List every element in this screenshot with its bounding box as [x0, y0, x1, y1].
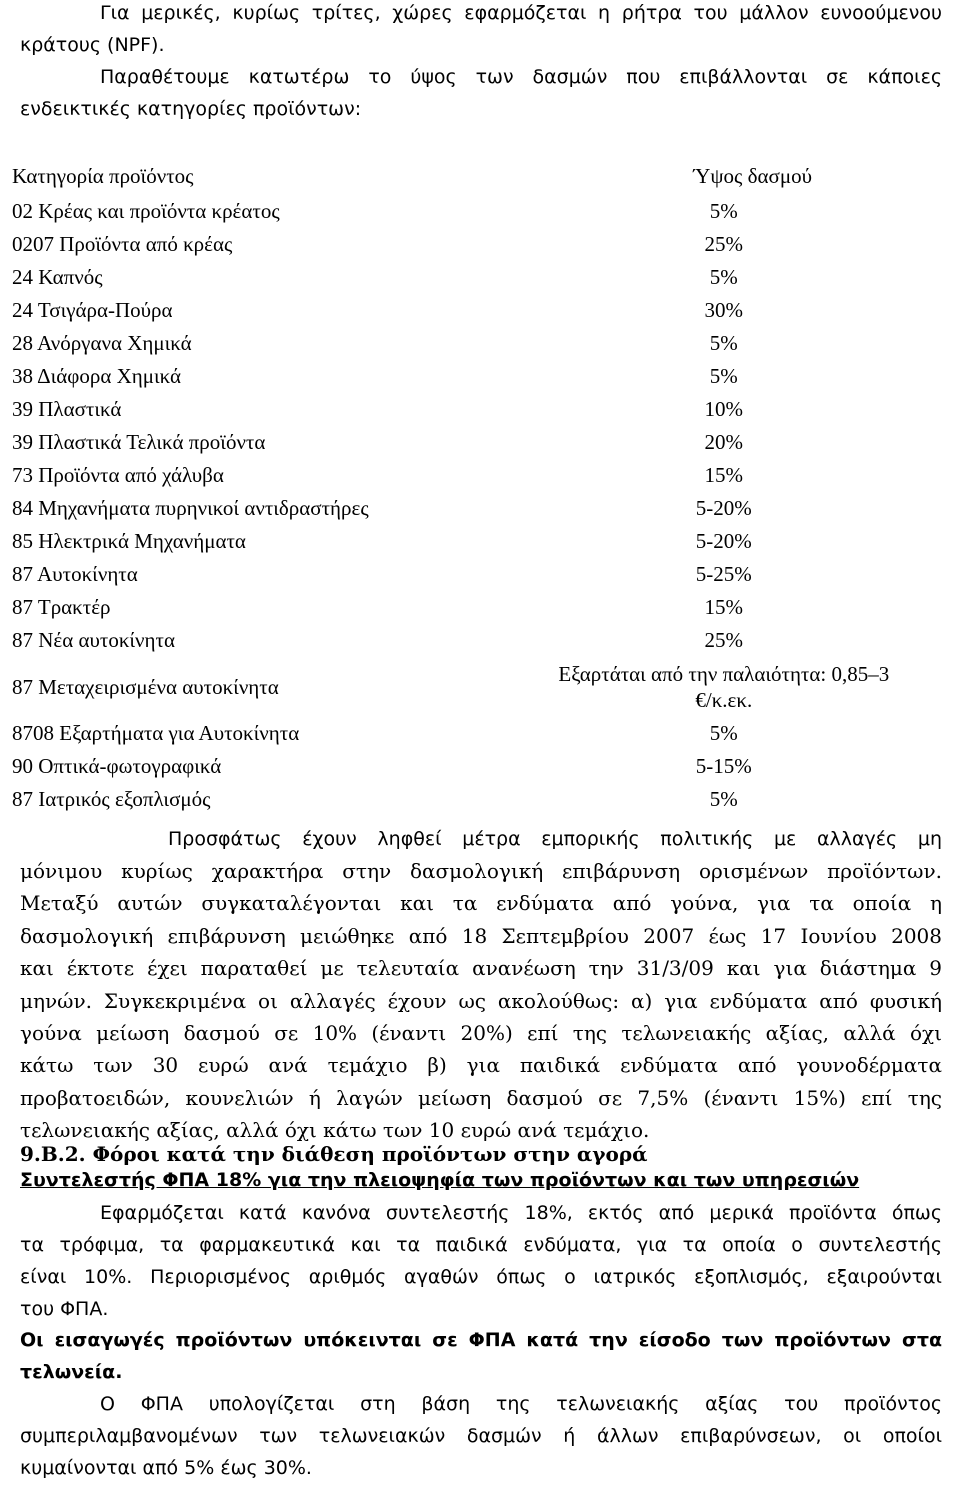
- table-row: [0, 228, 948, 261]
- table-row: [0, 294, 948, 327]
- measures-line-2: μόνιμου κυρίως χαρακτήρα στην δασμολογική επιβάρυνση ορισμένων προϊόντων.: [20, 859, 942, 883]
- section-heading: 9.Β.2. Φόροι κατά την διάθεση προϊόντων στην αγορά: [20, 1142, 648, 1166]
- table-row: [0, 657, 948, 717]
- calc-line-3: κυμαίνονται από 5% έως 30%.: [20, 1457, 312, 1479]
- vat-line-3: είναι 10%. Περιορισμένος αριθμός αγαθών όπως ο ιατρικός εξοπλισμός, εξαιρούνται: [20, 1266, 942, 1288]
- row-rate: 5-15%: [695, 754, 752, 778]
- rate-line-1: Εξαρτάται από την παλαιότητα: 0,85–3: [558, 662, 890, 686]
- row-category: 90 Οπτικά-φωτογραφικά: [12, 754, 222, 778]
- measures-line-6: μηνών. Συγκεκριμένα οι αλλαγές έχουν ως ακολούθως: α) για ενδύματα από φυσική: [20, 989, 942, 1013]
- measures-line-4: δασμολογική επιβάρυνση μειώθηκε από 18 Σεπτεμβρίου 2007 έως 17 Ιουνίου 2008: [20, 924, 942, 948]
- measures-line-1: Προσφάτως έχουν ληφθεί μέτρα εμπορικής πολιτικής με αλλαγές μη: [168, 828, 942, 850]
- table-header-row: [0, 158, 948, 195]
- row-category: 28 Ανόργανα Χημικά: [12, 331, 192, 355]
- npf-text-line-2: κράτους (NPF).: [20, 34, 165, 56]
- lead-text-line-1: Παραθέτουμε κατωτέρω το ύψος των δασμών που επιβάλλονται σε κάποιες: [100, 66, 942, 88]
- measures-line-3: Μεταξύ αυτών συγκαταλέγονται και τα ενδύματα από γούνα, για τα οποία η: [20, 891, 942, 915]
- row-category: 02 Κρέας και προϊόντα κρέατος: [12, 199, 280, 223]
- calc-line-2: συμπεριλαμβανομένων των τελωνειακών δασμών ή άλλων επιβαρύνσεων, οι οποίοι: [20, 1425, 942, 1447]
- table-row: [0, 327, 948, 360]
- table-row: [0, 558, 948, 591]
- row-rate: 25%: [704, 232, 744, 256]
- table-row: [0, 360, 948, 393]
- row-category: 87 Ιατρικός εξοπλισμός: [12, 787, 211, 811]
- row-rate: 5%: [709, 331, 738, 355]
- row-category: 87 Μεταχειρισμένα αυτοκίνητα: [12, 674, 279, 699]
- table-row: [0, 426, 948, 459]
- row-category: 38 Διάφορα Χημικά: [12, 364, 182, 388]
- row-rate: 5%: [709, 199, 738, 223]
- table-row: [0, 492, 948, 525]
- tariff-table: [0, 158, 948, 816]
- measures-line-10: τελωνειακής αξίας, αλλά όχι κάτω των 10 ευρώ ανά τεμάχιο.: [20, 1118, 650, 1142]
- row-rate: 5-20%: [695, 496, 752, 520]
- row-rate: 5%: [709, 721, 738, 745]
- table-row: [0, 783, 948, 816]
- vat-line-2: τα τρόφιμα, τα φαρμακευτικά και τα παιδικά ενδύματα, για τα οποία ο συντελεστής: [20, 1234, 942, 1256]
- row-rate: 10%: [704, 397, 744, 421]
- table-row: [0, 750, 948, 783]
- table-row: [0, 717, 948, 750]
- table-row: [0, 393, 948, 426]
- table-row: [0, 624, 948, 657]
- row-rate: 15%: [704, 463, 744, 487]
- row-rate: 5%: [709, 787, 738, 811]
- row-rate: 5%: [709, 265, 738, 289]
- row-rate: 5%: [709, 364, 738, 388]
- vat-line-1: Εφαρμόζεται κατά κανόνα συντελεστής 18%, εκτός από μερικά προϊόντα όπως: [100, 1202, 942, 1224]
- table-row: [0, 195, 948, 228]
- vat-line-4: του ΦΠΑ.: [20, 1298, 109, 1320]
- table-row: [0, 459, 948, 492]
- row-rate: 5-20%: [695, 529, 752, 553]
- row-category: 85 Ηλεκτρικά Μηχανήματα: [12, 529, 246, 553]
- measures-line-8: κάτω των 30 ευρώ ανά τεμάχιο β) για παιδικά ενδύματα από γουνοδέρματα: [20, 1053, 942, 1077]
- row-rate: [500, 657, 948, 717]
- row-category: 87 Νέα αυτοκίνητα: [12, 628, 175, 652]
- rate-line-2: €/κ.εκ.: [695, 688, 753, 712]
- imports-line-2: τελωνεία.: [20, 1361, 123, 1383]
- lead-text-line-2: ενδεικτικές κατηγορίες προϊόντων:: [20, 98, 362, 120]
- row-category: 0207 Προϊόντα από κρέας: [12, 232, 233, 256]
- imports-line-1: Οι εισαγωγές προϊόντων υπόκεινται σε ΦΠΑ κατά την είσοδο των προϊόντων στα: [20, 1329, 942, 1351]
- row-rate: 30%: [704, 298, 744, 322]
- measures-line-5: και έκτοτε έχει παραταθεί με τελευταία ανανέωση την 31/3/09 και για διάστημα 9: [20, 956, 942, 980]
- row-category: 87 Τρακτέρ: [12, 595, 111, 619]
- row-category: 24 Καπνός: [12, 265, 103, 289]
- row-rate: 20%: [704, 430, 744, 454]
- table-row: [0, 525, 948, 558]
- row-category: 39 Πλαστικά: [12, 397, 122, 421]
- row-rate: 5-25%: [695, 562, 752, 586]
- calc-line-1: Ο ΦΠΑ υπολογίζεται στη βάση της τελωνειακής αξίας του προϊόντος: [100, 1393, 942, 1415]
- row-category: 24 Τσιγάρα-Πούρα: [12, 298, 173, 322]
- header-category: Κατηγορία προϊόντος: [12, 164, 194, 188]
- vat-heading: Συντελεστής ΦΠΑ 18% για την πλειοψηφία των προϊόντων και των υπηρεσιών: [20, 1169, 860, 1191]
- row-rate: 25%: [704, 628, 744, 652]
- measures-line-7: γούνα μείωση δασμού σε 10% (έναντι 20%) επί της τελωνειακής αξίας, αλλά όχι: [20, 1021, 942, 1045]
- row-category: 87 Αυτοκίνητα: [12, 562, 138, 586]
- header-rate: Ύψος δασμού: [693, 164, 812, 188]
- row-category: 39 Πλαστικά Τελικά προϊόντα: [12, 430, 266, 454]
- table-row: [0, 591, 948, 624]
- row-category: 8708 Εξαρτήματα για Αυτοκίνητα: [12, 721, 300, 745]
- row-category: 73 Προϊόντα από χάλυβα: [12, 463, 224, 487]
- npf-text-line-1: Για μερικές, κυρίως τρίτες, χώρες εφαρμόζεται η ρήτρα του μάλλον ευνοούμενου: [100, 2, 942, 24]
- measures-line-9: προβατοειδών, κουνελιών ή λαγών μείωση δασμού σε 7,5% (έναντι 15%) επί της: [20, 1086, 942, 1110]
- row-category: 84 Μηχανήματα πυρηνικοί αντιδραστήρες: [12, 496, 369, 520]
- row-rate: 15%: [704, 595, 744, 619]
- table-row: [0, 261, 948, 294]
